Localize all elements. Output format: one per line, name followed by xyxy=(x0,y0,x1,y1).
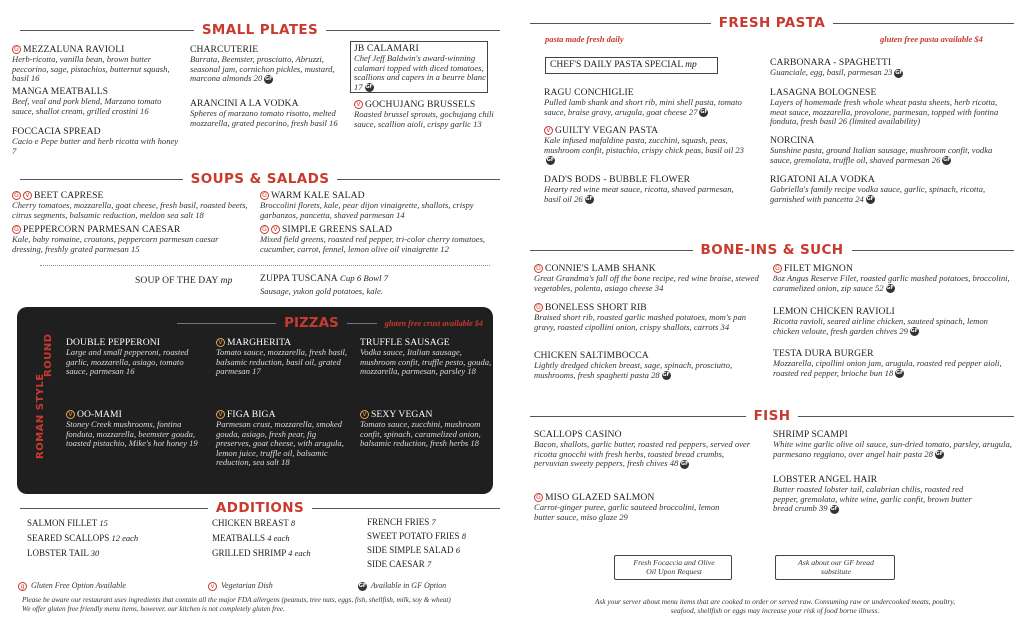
pasta-lasagna xyxy=(770,87,1015,127)
gf-option-icon: GF xyxy=(895,370,904,377)
item-price: 23 xyxy=(735,144,744,155)
item-price: 30 xyxy=(90,548,100,558)
menu-item-foccacia xyxy=(12,126,180,156)
item-price: 12 xyxy=(440,243,449,254)
item-price: 52 xyxy=(874,282,884,293)
item-desc: Braised short rib, roasted garlic mashed potatoes, mom's pan gravy, roasted cipollini onion, crispy shallots, carrots xyxy=(534,312,747,332)
section-title: FRESH PASTA xyxy=(718,15,826,31)
item-price: 18 xyxy=(195,209,204,220)
item-name: FILET MIGNON xyxy=(784,263,853,274)
item-desc: Sausage, yukon gold potatoes, kale. xyxy=(260,286,383,296)
item-price: 6 xyxy=(455,545,461,555)
gf-option-icon: GF xyxy=(265,75,273,82)
focaccia-note: Fresh Focaccia and Olive Oil Upon Request xyxy=(633,558,715,576)
item-price: 28 xyxy=(924,448,933,459)
item-name: GRILLED SHRIMP xyxy=(212,548,286,558)
item-price: 26 xyxy=(931,154,941,165)
gluten-free-icon: G xyxy=(12,191,21,200)
item-desc: Stoney Creek mushrooms, fontina fonduta, mozzarella, beemster gouda, toasted pistachio, Mike's hot honey xyxy=(66,419,196,449)
section-title: SMALL PLATES xyxy=(201,22,319,38)
menu-item-salmon xyxy=(534,492,734,522)
item-name: NORCINA xyxy=(770,135,815,146)
addition-item xyxy=(27,548,99,558)
item-price: 7 xyxy=(427,559,432,569)
round-label: ROUND xyxy=(43,333,54,377)
menu-item-saltimbocca xyxy=(534,350,759,380)
gluten-free-icon: g xyxy=(18,582,27,591)
item-price: 26 xyxy=(574,193,583,204)
gf-option-icon: GF xyxy=(886,285,894,292)
item-name: CHARCUTERIE xyxy=(190,44,259,55)
gluten-free-icon: G xyxy=(534,303,543,312)
item-name: LASAGNA BOLOGNESE xyxy=(770,87,877,98)
item-name: ARANCINI A LA VODKA xyxy=(190,98,299,109)
item-price: 29 xyxy=(619,511,628,522)
pizza-sexy-vegan xyxy=(360,409,490,449)
legend-veg xyxy=(208,581,273,591)
item-name: SWEET POTATO FRIES xyxy=(367,531,460,541)
item-price: 8 xyxy=(461,531,466,541)
item-price: 20 xyxy=(253,73,263,84)
item-name: CARBONARA - SPAGHETTI xyxy=(770,57,892,68)
item-name: SIDE SIMPLE SALAD xyxy=(367,545,454,555)
item-price: mp xyxy=(220,275,233,286)
gf-option-icon: GF xyxy=(830,505,838,512)
menu-item-lamb-shank xyxy=(534,263,759,293)
item-price: 15 xyxy=(99,518,108,528)
menu-item-scallops xyxy=(534,429,759,469)
item-name: BONELESS SHORT RIB xyxy=(545,302,647,313)
pizza-oo-mami xyxy=(66,409,206,449)
addition-item xyxy=(27,533,138,543)
gluten-free-icon: G xyxy=(260,191,269,200)
item-desc: Mozzarella, cipollini onion jam, arugula, roasted red pepper aioli, roasted red pepper, brioche bun xyxy=(773,358,1002,378)
item-price: mp xyxy=(685,60,697,70)
gf-option-icon: GF xyxy=(662,372,670,379)
item-name: MARGHERITA xyxy=(227,337,292,348)
item-name: MEATBALLS xyxy=(212,533,266,543)
gf-bread-note: Ask about our GF bread substitute xyxy=(798,558,874,576)
item-price: 16 xyxy=(30,73,40,84)
pasta-carbonara xyxy=(770,57,1010,78)
item-desc: Beef, veal and pork blend, Marzano tomato sauce, shallot cream, grilled crostini xyxy=(12,96,162,116)
pasta-rigatoni xyxy=(770,174,1010,204)
legend-gf xyxy=(18,581,126,591)
item-price: 19 xyxy=(189,438,198,449)
bone-ins-header xyxy=(530,242,1014,258)
item-desc: Spheres of marzano tomato risotto, melted mozzarella, grated pecorino, fresh basil xyxy=(190,108,336,128)
pizza-double-pepperoni xyxy=(66,337,201,377)
vegetarian-icon: V xyxy=(544,126,553,135)
item-price: 18 xyxy=(884,367,894,378)
item-price: 48 xyxy=(669,458,679,469)
gf-option-icon: GF xyxy=(895,69,903,76)
vegetarian-icon: V xyxy=(216,410,225,419)
menu-item-zuppa xyxy=(260,273,490,297)
chef-special-box xyxy=(545,57,718,74)
item-desc: Mixed field greens, roasted red pepper, tri-color cherry tomatoes, cucumber, carrot, fennel, lemon olive oil vinaigrette xyxy=(260,234,486,254)
menu-item-filet xyxy=(773,263,1013,293)
item-name: CHEF'S DAILY PASTA SPECIAL xyxy=(550,60,683,70)
vegetarian-icon: V xyxy=(271,225,280,234)
item-desc: Gabriella's family recipe vodka sauce, garlic, spinach, ricotta, garnished with pancetta xyxy=(770,184,986,204)
item-name: JB CALAMARI xyxy=(354,43,419,54)
item-name: FOCCACIA SPREAD xyxy=(12,126,101,137)
item-price: 15 xyxy=(130,243,140,254)
item-desc: Carrot-ginger puree, garlic sauteed broccolini, lemon butter sauce, miso glaze xyxy=(534,502,720,522)
vegetarian-icon: V xyxy=(66,410,75,419)
item-price: 17 xyxy=(252,366,261,377)
item-price: 17 xyxy=(354,81,363,92)
pasta-ragu xyxy=(544,87,754,117)
addition-item xyxy=(212,533,290,543)
item-price: 18 xyxy=(281,457,290,468)
item-name: RAGU CONCHIGLIE xyxy=(544,87,634,98)
addition-item xyxy=(367,531,466,541)
item-desc: Tomato sauce, mozzarella, fresh basil, balsamic reduction, basil oil, grated parmesan xyxy=(216,347,348,377)
gluten-free-icon: G xyxy=(534,264,543,273)
item-name: LOBSTER ANGEL HAIR xyxy=(773,474,878,485)
item-desc: Cacio e Pepe butter and herb ricotta with honey xyxy=(12,136,179,146)
item-name: PEPPERCORN PARMESAN CAESAR xyxy=(23,224,181,235)
menu-item-lemon-chicken xyxy=(773,306,1013,336)
item-name: TRUFFLE SAUSAGE xyxy=(360,337,450,348)
item-name: CHICKEN BREAST xyxy=(212,518,289,528)
item-desc: Kale infused mafaldine pasta, zucchini, squash, peas, mushroom confit, pistachio, crispy chick peas, basil oil xyxy=(544,135,734,155)
vegetarian-icon: v xyxy=(208,582,217,591)
menu-item-brussels xyxy=(354,99,494,129)
gluten-free-icon: G xyxy=(260,225,269,234)
menu-item-short-rib xyxy=(534,302,754,332)
addition-item xyxy=(367,545,460,555)
item-price: 39 xyxy=(819,503,828,514)
small-plates-header xyxy=(20,22,500,38)
gf-option-icon: GF xyxy=(700,109,708,116)
item-desc: Cherry tomatoes, mozzarella, goat cheese, fresh basil, roasted beets, citrus segments, balsamic reduction, meldon sea salt xyxy=(12,200,248,220)
item-name: SEXY VEGAN xyxy=(371,409,433,420)
item-desc: Large and small pepperoni, roasted garlic, mozzarella, asiago, tomato sauce, parmesan xyxy=(66,347,189,377)
item-price: 29 xyxy=(899,325,908,336)
item-name: CONNIE'S LAMB SHANK xyxy=(545,263,656,274)
item-extra: (limited availability) xyxy=(849,116,921,127)
roman-style-label: ROMAN STYLE xyxy=(35,373,46,459)
item-price: 23 xyxy=(883,67,893,77)
item-price: 4 each xyxy=(288,548,311,558)
gf-option-icon: GF xyxy=(546,156,555,163)
item-price: 28 xyxy=(651,369,660,380)
menu-item-charcuterie xyxy=(190,44,340,84)
divider xyxy=(40,265,490,266)
menu-item-simple-greens xyxy=(260,224,500,254)
pasta-guilty-vegan xyxy=(544,125,749,165)
item-price: 27 xyxy=(688,106,698,117)
item-name: LOBSTER TAIL xyxy=(27,548,89,558)
gluten-free-icon: G xyxy=(12,45,21,54)
gluten-free-icon: G xyxy=(773,264,782,273)
gf-option-icon: GF xyxy=(358,582,367,589)
allergy-note: Please be aware our restaurant uses ingredients that contain all the major FDA allergens (peanuts, tree nuts, eggs, fish, shellfish, milk, soy & wheat) We offer gluten free friendly menu items, however, our kitchen is not completely gluten free. xyxy=(22,596,451,613)
item-price: 14 xyxy=(396,209,405,220)
addition-item xyxy=(212,518,295,528)
item-price: 18 xyxy=(470,438,479,449)
item-name: GUILTY VEGAN PASTA xyxy=(555,125,659,136)
consumer-advisory: Ask your server about menu items that are cooked to order or served raw. Consuming raw or undercooked meats, poultry, seafood, shellfish or eggs may increase your risk of food borne illness. xyxy=(594,597,956,615)
gf-option-icon: GF xyxy=(935,451,944,458)
gluten-free-icon: G xyxy=(534,493,543,502)
gf-option-icon: GF xyxy=(866,196,875,203)
item-desc: Lightly dredged chicken breast, sage, spinach, prosciutto, mushrooms, fresh spaghetti pasta xyxy=(534,360,733,380)
item-price: 24 xyxy=(855,193,864,204)
item-desc: Burrata, Beemster, prosciutto, Abruzzi, seasonal jam, cornichon pickles, mustard, marcona almonds xyxy=(190,54,335,84)
item-desc: Kale, baby romaine, croutons, peppercorn parmesan caesar dressing, freshly grated parmesan xyxy=(12,234,219,254)
addition-item xyxy=(367,559,431,569)
item-name: SEARED SCALLOPS xyxy=(27,533,110,543)
item-name: MISO GLAZED SALMON xyxy=(545,492,655,503)
legend-text: Gluten Free Option Available xyxy=(31,581,126,590)
item-desc: Bacon, shallots, garlic butter, roasted red peppers, served over ricotta gnocchi with fresh herbs, toasted bread crumbs, pervuvian sweety peppers, fresh chives xyxy=(534,439,751,469)
legend-text: Vegetarian Dish xyxy=(221,581,273,590)
item-price: 16 xyxy=(329,117,338,128)
pizza-figa-biga xyxy=(216,409,351,468)
item-name: RIGATONI ALA VODKA xyxy=(770,174,875,185)
vegetarian-icon: V xyxy=(360,410,369,419)
pasta-bubble-flower xyxy=(544,174,744,204)
item-desc: Herb-ricotta, vanilla bean, brown butter peccorino, sage, pistachios, butternut squash, basil xyxy=(12,54,170,84)
additions-header xyxy=(20,500,500,516)
item-desc: Broccolini florets, kale, pear dijon vinaigrette, shallots, crispy garbanzos, pancetta, shaved parmesan xyxy=(260,200,474,220)
item-desc: Butter roasted lobster tail, calabrian chilis, roasted red pepper, gremolata, white wine, garlic confit, brown butter bread crumb xyxy=(773,484,972,514)
menu-item-shrimp-scampi xyxy=(773,429,1013,459)
legend-gfo xyxy=(358,581,446,591)
vegetarian-icon: V xyxy=(23,191,32,200)
item-desc: Chef Jeff Baldwin's award-winning calamari topped with diced tomatoes, scallions and capers in a beurre blanc xyxy=(354,53,486,83)
pasta-fresh-note: pasta made fresh daily xyxy=(545,34,624,44)
menu-item-meatballs xyxy=(12,86,180,116)
gf-option-icon: GF xyxy=(681,460,689,467)
fish-header xyxy=(530,408,1014,424)
item-name: GOCHUJANG BRUSSELS xyxy=(365,99,476,110)
item-desc: Great Grandma's fall off the bone recipe, red wine braise, stewed vegetables, polenta, asiago cheese xyxy=(534,273,759,293)
item-name: SALMON FILLET xyxy=(27,518,98,528)
item-name: CHICKEN SALTIMBOCCA xyxy=(534,350,649,361)
vegetarian-icon: V xyxy=(216,338,225,347)
item-price: Cup 6 Bowl 7 xyxy=(339,273,389,283)
gf-option-icon: GF xyxy=(365,84,373,91)
item-price: 7 xyxy=(431,517,436,527)
section-title: BONE-INS & SUCH xyxy=(700,242,844,258)
menu-item-mezzaluna xyxy=(12,44,180,84)
legend-text: Available in GF Option xyxy=(370,581,447,590)
item-name: SIDE CAESAR xyxy=(367,559,425,569)
item-price: 7 xyxy=(12,145,17,156)
menu-item-calamari xyxy=(354,43,486,92)
addition-item xyxy=(367,517,436,527)
item-price: 18 xyxy=(467,366,476,377)
menu-item-burger xyxy=(773,348,1013,378)
item-name: WARM KALE SALAD xyxy=(271,190,365,201)
soup-of-the-day xyxy=(135,275,255,286)
item-name: MANGA MEATBALLS xyxy=(12,86,109,97)
item-price: 13 xyxy=(473,118,482,129)
item-price: 34 xyxy=(654,282,664,293)
menu-item-beet-caprese xyxy=(12,190,252,220)
item-desc: Pulled lamb shank and short rib, mini shell pasta, tomato sauce, braise gravy, arugula, goat cheese xyxy=(544,97,742,117)
item-desc: Roasted brussel sprouts, gochujang chili sauce, scallion aioli, crispy garlic xyxy=(354,109,494,129)
addition-item xyxy=(27,518,108,528)
item-desc: Layers of homemade fresh whole wheat pasta sheets, herb ricotta, meat sauce, mozzarella, provolone, parmesan, topped with fontina fonduta, fresh basil xyxy=(770,97,999,127)
gf-crust-note: gluten free crust available $4 xyxy=(384,318,483,328)
item-name: OO-MAMI xyxy=(77,409,122,420)
section-title: FISH xyxy=(753,408,791,424)
item-name: SHRIMP SCAMPI xyxy=(773,429,848,440)
item-desc: Sunshine pasta, ground Italian sausage, mushroom confit, vodka sauce, gremolata, truffle oil, shaved parmesan xyxy=(770,145,993,165)
addition-item xyxy=(212,548,311,558)
gf-option-icon: GF xyxy=(943,157,951,164)
pizza-title xyxy=(17,315,493,331)
item-name: SCALLOPS CASINO xyxy=(534,429,622,440)
item-name: FIGA BIGA xyxy=(227,409,276,420)
pizza-truffle-sausage xyxy=(360,337,495,377)
item-desc: Parmesan crust, mozzarella, smoked gouda, asiago, fresh pear, fig preserves, goat cheese, with arugula, lemon juice, truffle oil, balsamic reduction, sea salt xyxy=(216,419,344,468)
item-desc: Vodka sauce, Italian sausage, mushroom confit, truffle pesto, gouda, mozzarella, parmesan, parsley xyxy=(360,347,492,377)
item-desc: White wine garlic olive oil sauce, sun-dried tomato, parsley, arugula, parmesano reggiano, over angel hair pasta xyxy=(773,439,1012,459)
item-price: 34 xyxy=(720,321,730,332)
soups-salads-header xyxy=(20,171,500,187)
menu-item-arancini xyxy=(190,98,340,128)
vegetarian-icon: V xyxy=(354,100,363,109)
item-name: DAD'S BODS - BUBBLE FLOWER xyxy=(544,174,691,185)
item-name: DOUBLE PEPPERONI xyxy=(66,337,161,348)
item-name: ZUPPA TUSCANA xyxy=(260,273,338,284)
pizza-margherita xyxy=(216,337,351,377)
item-price: 4 each xyxy=(267,533,290,543)
item-desc: Hearty red wine meat sauce, ricotta, shaved parmesan, basil oil xyxy=(544,184,734,204)
item-name: MEZZALUNA RAVIOLI xyxy=(23,44,125,55)
item-desc: 8oz Angus Reserve Filet, roasted garlic mashed potatoes, broccolini, caramelized onion, zip sauce xyxy=(773,273,1010,293)
item-name: BEET CAPRESE xyxy=(34,190,104,201)
item-price: 8 xyxy=(290,518,296,528)
fresh-pasta-header xyxy=(530,15,1014,31)
item-name: SOUP OF THE DAY xyxy=(135,275,219,286)
item-price: 16 xyxy=(125,366,135,377)
gf-option-icon: GF xyxy=(585,196,593,203)
item-price: 16 xyxy=(140,105,149,116)
item-name: SIMPLE GREENS SALAD xyxy=(282,224,393,235)
item-price: 26 xyxy=(838,116,848,127)
gf-option-icon: GF xyxy=(910,328,919,335)
item-name: LEMON CHICKEN RAVIOLI xyxy=(773,306,895,317)
item-name: FRENCH FRIES xyxy=(367,517,430,527)
section-title: PIZZAS xyxy=(284,315,339,331)
section-title: SOUPS & SALADS xyxy=(190,171,330,187)
pasta-norcina xyxy=(770,135,1015,165)
menu-item-caesar xyxy=(12,224,242,254)
menu-item-warm-kale xyxy=(260,190,500,220)
item-price: 12 each xyxy=(111,533,139,543)
item-name: TESTA DURA BURGER xyxy=(773,348,874,359)
gluten-free-icon: G xyxy=(12,225,21,234)
item-desc: Tomato sauce, zucchini, mushroom confit, spinach, caramelized onion, balsamic reduction, fresh herbs xyxy=(360,419,481,449)
item-desc: Guanciale, egg, basil, parmesan xyxy=(770,67,882,77)
item-desc: Ricotta ravioli, seared airline chicken, sauteed spinach, lemon chicken veloute, fresh garden chives xyxy=(773,316,988,336)
section-title: ADDITIONS xyxy=(215,500,305,516)
menu-item-lobster-angel-hair xyxy=(773,474,973,514)
gf-pasta-note: gluten free pasta available $4 xyxy=(880,34,983,44)
